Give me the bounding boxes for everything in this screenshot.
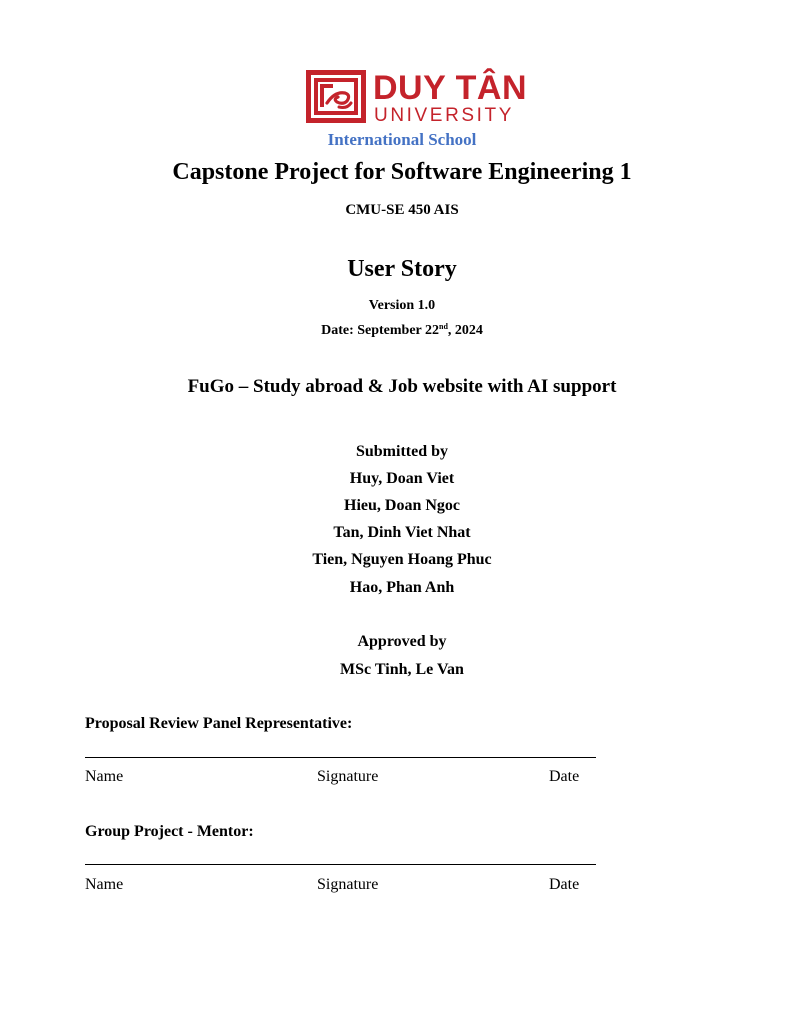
member-name: Hao, Phan Anh [349, 579, 455, 596]
university-logo [305, 69, 527, 126]
signature-label: Signature [317, 768, 379, 785]
review-panel-signature-line [85, 757, 596, 758]
signature-label: Signature [317, 876, 379, 893]
mentor-label: Group Project - Mentor: [85, 823, 254, 840]
mentor-signature-line [85, 864, 596, 865]
document-type: User Story [347, 256, 457, 282]
review-panel-label: Proposal Review Panel Representative: [85, 715, 353, 732]
duy-tan-logo-mark [305, 69, 527, 126]
date-ordinal: nd [439, 322, 448, 331]
course-code: CMU-SE 450 AIS [345, 202, 459, 218]
member-name: Huy, Doan Viet [349, 470, 455, 487]
school-name: International School [327, 130, 477, 149]
name-label: Name [85, 768, 124, 785]
logo-main-text: DUY TÂN [373, 69, 527, 107]
date-label: Date [549, 768, 580, 785]
document-date [0, 323, 804, 339]
member-name: Hieu, Doan Ngoc [344, 497, 460, 514]
submitted-by-label: Submitted by [355, 443, 449, 460]
project-title: FuGo – Study abroad & Job website with AI support [187, 376, 617, 397]
approver-name: MSc Tinh, Le Van [340, 661, 464, 678]
course-title: Capstone Project for Software Engineering 1 [172, 159, 632, 185]
date-prefix: Date: September 22 [321, 323, 440, 338]
member-name: Tan, Dinh Viet Nhat [333, 524, 471, 541]
date-label: Date [549, 876, 580, 893]
approved-by-label: Approved by [357, 633, 447, 650]
document-version: Version 1.0 [368, 298, 436, 313]
member-name: Tien, Nguyen Hoang Phuc [312, 551, 492, 568]
name-label: Name [85, 876, 124, 893]
date-year: , 2024 [447, 323, 483, 338]
logo-sub-text: UNIVERSITY [374, 105, 515, 126]
